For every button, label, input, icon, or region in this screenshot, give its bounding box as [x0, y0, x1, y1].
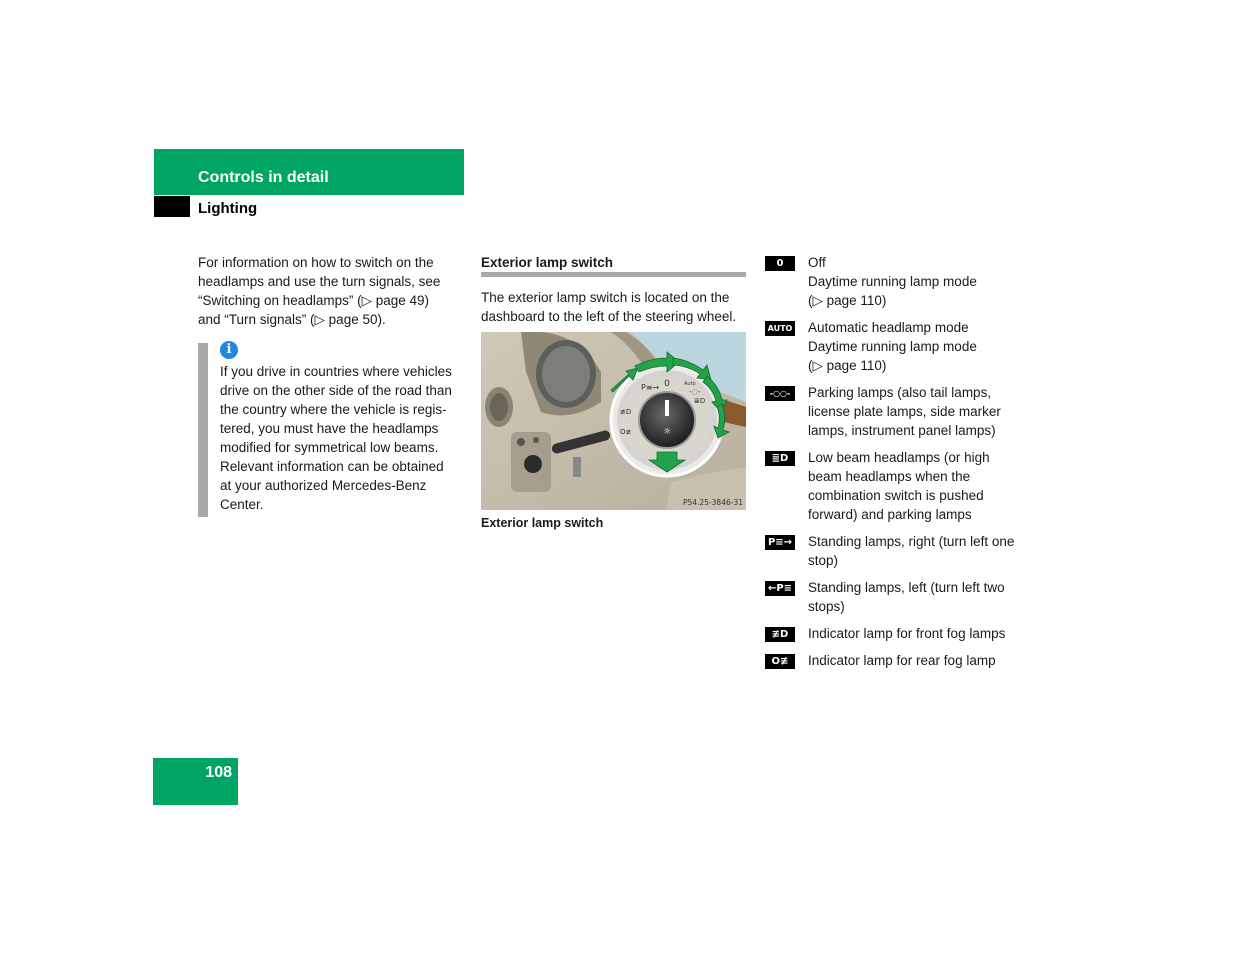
legend-line: Off [808, 255, 826, 270]
legend-item [765, 383, 1040, 440]
legend-item [765, 624, 1040, 643]
legend-line: Parking lamps (also tail lamps, [808, 385, 992, 400]
figure-caption: Exterior lamp switch [481, 516, 604, 530]
svg-text:O≢: O≢ [620, 428, 632, 436]
switch-label-off: 0 [664, 379, 670, 389]
note-line: the country where the vehicle is regis- [220, 402, 447, 417]
svg-text:P≡→: P≡→ [641, 383, 660, 392]
legend-line: Indicator lamp for rear fog lamp [808, 653, 996, 668]
rear-fog-symbol-icon: O≢ [765, 654, 795, 669]
off-symbol-icon: 0 [765, 256, 795, 271]
section-paragraph [481, 288, 751, 326]
legend-line: forward) and parking lamps [808, 507, 972, 522]
note-text [220, 362, 464, 514]
legend-line: stop) [808, 553, 839, 568]
parking-lamps-symbol-icon: -○○- [765, 386, 795, 401]
note-line: drive on the other side of the road than [220, 383, 452, 398]
subsection-title: Lighting [198, 200, 258, 217]
front-fog-symbol-icon: ≢D [765, 627, 795, 642]
section-line: The exterior lamp switch is located on the [481, 290, 730, 305]
standing-lamps-left-symbol-icon: ←P≡ [765, 581, 795, 596]
intro-line: For information on how to switch on the [198, 255, 434, 270]
legend-item [765, 651, 1040, 670]
standing-lamps-right-symbol-icon: P≡→ [765, 535, 795, 550]
legend-line: stops) [808, 599, 845, 614]
info-note [198, 341, 464, 517]
subsection-marker [154, 196, 190, 217]
svg-text:≢D: ≢D [620, 408, 632, 416]
legend-line: Daytime running lamp mode [808, 274, 977, 289]
section-line: dashboard to the left of the steering wheel. [481, 309, 737, 324]
intro-line: and “Turn signals” (▷ page 50). [198, 312, 386, 327]
legend-line: beam headlamps when the [808, 469, 971, 484]
legend-line: Automatic headlamp mode [808, 320, 969, 335]
figure-code: P54.25-3846-31 [682, 498, 743, 507]
note-side-bar [198, 343, 208, 517]
legend-item [765, 253, 1040, 310]
legend-line: Daytime running lamp mode [808, 339, 977, 354]
note-line: If you drive in countries where vehicles [220, 364, 452, 379]
legend-item [765, 318, 1040, 375]
lamp-switch-illustration [481, 332, 746, 510]
low-beam-symbol-icon: ≣D [765, 451, 795, 466]
legend-item [765, 578, 1040, 616]
legend-line: combination switch is pushed [808, 488, 984, 503]
intro-line: headlamps and use the turn signals, see [198, 274, 441, 289]
svg-text:≣D: ≣D [694, 397, 706, 405]
info-icon: i [220, 341, 238, 359]
legend-item [765, 532, 1040, 570]
legend-line: license plate lamps, side marker [808, 404, 1001, 419]
svg-text:-◌-: -◌- [689, 388, 701, 396]
page-number: 108 [205, 764, 232, 781]
legend-line: Low beam headlamps (or high [808, 450, 990, 465]
legend-line: Indicator lamp for front fog lamps [808, 626, 1006, 641]
auto-symbol-icon: AUTO [765, 321, 795, 336]
legend-line: (▷ page 110) [808, 293, 887, 308]
legend-line: (▷ page 110) [808, 358, 887, 373]
note-line: Center. [220, 497, 264, 512]
intro-paragraph [198, 253, 466, 329]
legend-line: Standing lamps, right (turn left one [808, 534, 1015, 549]
legend-item [765, 448, 1040, 524]
note-line: Relevant information can be obtained [220, 459, 444, 474]
section-heading: Exterior lamp switch [481, 255, 614, 270]
chapter-title: Controls in detail [198, 169, 329, 186]
note-line: tered, you must have the headlamps [220, 421, 439, 436]
switch-label-auto: Auto [684, 381, 696, 387]
legend-line: lamps, instrument panel lamps) [808, 423, 996, 438]
note-line: at your authorized Mercedes-Benz [220, 478, 427, 493]
symbol-legend [765, 253, 1040, 678]
lamp-switch-figure [481, 332, 746, 510]
note-line: modified for symmetrical low beams. [220, 440, 439, 455]
heading-rule [481, 272, 746, 277]
svg-text:☼: ☼ [662, 427, 672, 437]
legend-line: Standing lamps, left (turn left two [808, 580, 1005, 595]
intro-line: “Switching on headlamps” (▷ page 49) [198, 293, 430, 308]
